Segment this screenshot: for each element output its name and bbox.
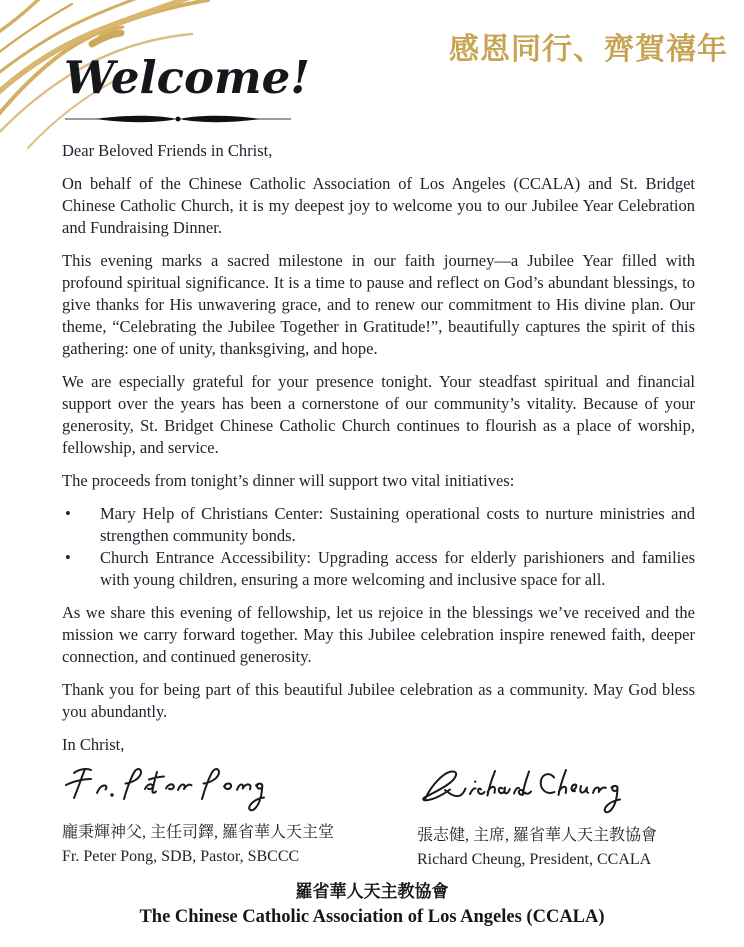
initiative-text: Church Entrance Accessibility: Upgrading access for elderly parishioners and families with young children, ensuring a more welcoming and inclusive space for all. bbox=[100, 548, 695, 589]
initiatives-list bbox=[62, 503, 695, 591]
ornamental-divider bbox=[65, 112, 291, 126]
page-title: Welcome! bbox=[64, 51, 311, 104]
signer-chinese-title: 張志健, 主席, 羅省華人天主教協會 bbox=[417, 827, 658, 844]
initiatives-intro: The proceeds from tonight’s dinner will support two vital initiatives: bbox=[62, 471, 515, 490]
signature-left-pastor bbox=[62, 764, 417, 871]
initiative-text: Mary Help of Christians Center: Sustaining operational costs to nurture ministries and strengthen community bonds. bbox=[100, 504, 695, 545]
letter-paragraph: This evening marks a sacred milestone in our faith journey—a Jubilee Year filled with profound spiritual significance. It is a time to pause and reflect on God’s abundant blessings, to give thanks for His unwavering grace, and to renew our commitment to His divine plan. Our theme, “Celebrating the Jubilee Together in Gratitude!”, beautifully captures the spirit of this gathering: one of unity, thanksgiving, and hope. bbox=[62, 251, 695, 358]
bullet-icon: • bbox=[65, 548, 71, 567]
closing-line: In Christ, bbox=[62, 735, 125, 754]
letter-body bbox=[62, 140, 695, 756]
signature-right-president bbox=[417, 764, 695, 871]
organization-footer bbox=[0, 880, 744, 930]
list-item bbox=[62, 503, 695, 547]
organization-name-chinese: 羅省華人天主教協會 bbox=[295, 882, 449, 901]
letter-paragraph: As we share this evening of fellowship, let us rejoice in the blessings we’ve received and the mission we carry forward together. May this Jubilee celebration inspire renewed faith, deeper connection, and continued generosity. bbox=[62, 603, 695, 666]
signature-block bbox=[62, 764, 695, 871]
letter-paragraph: Thank you for being part of this beautiful Jubilee celebration as a community. May God bless you abundantly. bbox=[62, 680, 695, 721]
signer-chinese-title: 龐秉輝神父, 主任司鐸, 羅省華人天主堂 bbox=[62, 824, 335, 841]
welcome-header bbox=[64, 51, 311, 126]
signature-peter-pong bbox=[62, 764, 267, 816]
salutation: Dear Beloved Friends in Christ, bbox=[62, 141, 273, 160]
list-item bbox=[62, 547, 695, 591]
letter-paragraph: We are especially grateful for your presence tonight. Your steadfast spiritual and financial support over the years has been a cornerstone of our community’s vitality. Because of your generosity, St. Bridget Chinese Catholic Church continues to flourish as a place of worship, fellowship, and service. bbox=[62, 372, 695, 457]
signer-english-title: Richard Cheung, President, CCALA bbox=[417, 851, 652, 868]
signer-english-title: Fr. Peter Pong, SDB, Pastor, SBCCC bbox=[62, 848, 300, 865]
bullet-icon: • bbox=[65, 504, 71, 523]
organization-name-english: The Chinese Catholic Association of Los Angeles (CCALA) bbox=[139, 907, 605, 927]
chinese-banner-title: 感恩同行、齊賀禧年 bbox=[449, 33, 728, 66]
letter-paragraph: On behalf of the Chinese Catholic Association of Los Angeles (CCALA) and St. Bridget Chinese Catholic Church, it is my deepest joy to welcome you to our Jubilee Year Celebration and Fundraising Dinner. bbox=[62, 174, 695, 237]
signature-richard-cheung bbox=[417, 764, 627, 819]
